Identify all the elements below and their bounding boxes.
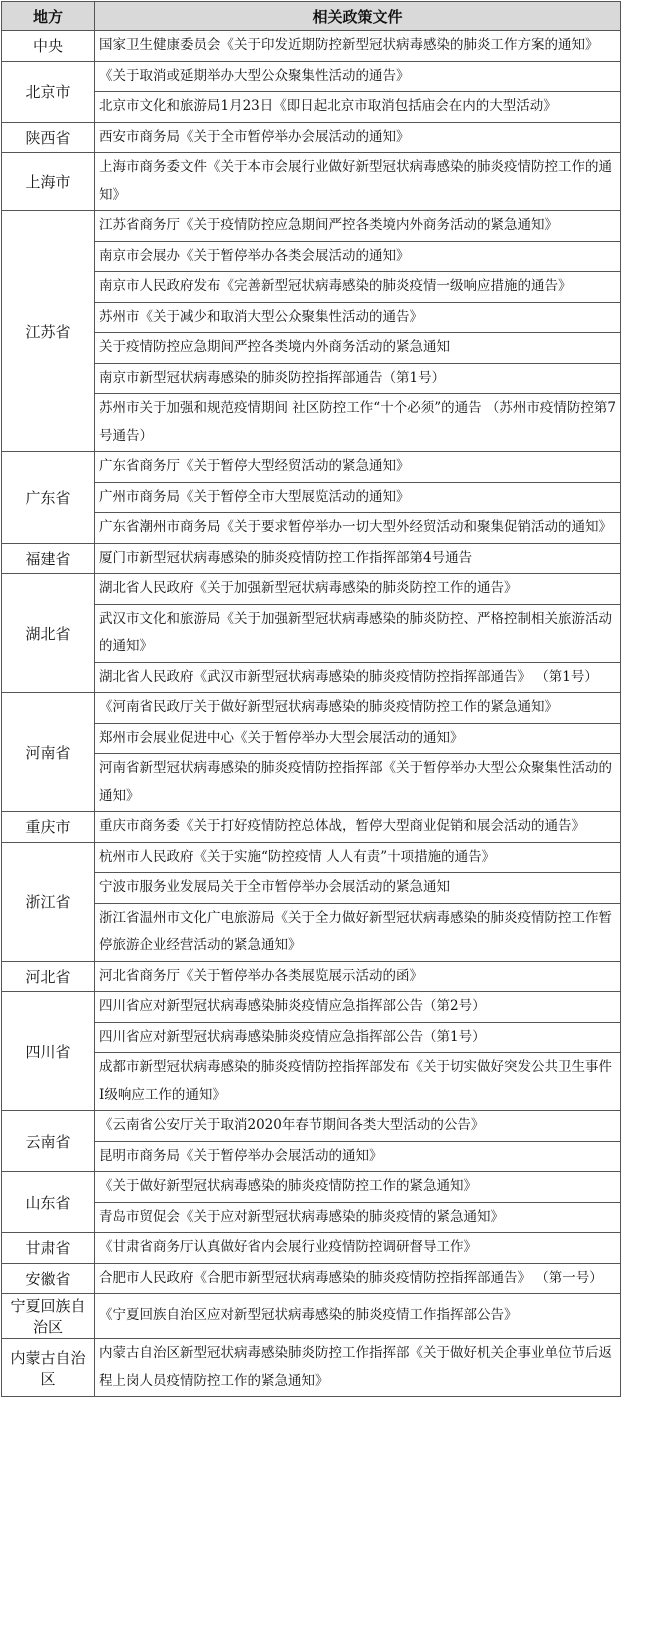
table-header-row: [2, 2, 621, 31]
policy-document-cell: 南京市人民政府发布《完善新型冠状病毒感染的肺炎疫情一级响应措施的通告》: [95, 272, 621, 303]
table-row: [2, 482, 621, 513]
policy-document-cell: 关于疫情防控应急期间严控各类境内外商务活动的紧急通知: [95, 333, 621, 364]
table-row: [2, 394, 621, 452]
policy-document-cell: 北京市文化和旅游局1月23日《即日起北京市取消包括庙会在内的大型活动》: [95, 92, 621, 123]
policy-document-cell: 广东省商务厅《关于暂停大型经贸活动的紧急通知》: [95, 452, 621, 483]
table-row: [2, 754, 621, 812]
region-cell: 北京市: [2, 61, 95, 122]
region-cell: 河北省: [2, 961, 95, 992]
policy-document-cell: 郑州市会展业促进中心《关于暂停举办大型会展活动的通知》: [95, 723, 621, 754]
table-body: [2, 31, 621, 1397]
header-region: 地方: [2, 2, 95, 31]
table-row: [2, 333, 621, 364]
policy-document-cell: 四川省应对新型冠状病毒感染肺炎疫情应急指挥部公告（第1号）: [95, 1022, 621, 1053]
region-cell: 福建省: [2, 543, 95, 574]
policy-document-cell: 苏州市《关于减少和取消大型公众聚集性活动的通告》: [95, 302, 621, 333]
region-cell: 安徽省: [2, 1263, 95, 1294]
region-cell: 广东省: [2, 452, 95, 544]
policy-document-cell: 厦门市新型冠状病毒感染的肺炎疫情防控工作指挥部第4号通告: [95, 543, 621, 574]
table-row: [2, 31, 621, 62]
policy-documents-table: [1, 1, 621, 1397]
policy-document-cell: 宁波市服务业发展局关于全市暂停举办会展活动的紧急通知: [95, 873, 621, 904]
table-row: [2, 211, 621, 242]
policy-document-cell: 《云南省公安厅关于取消2020年春节期间各类大型活动的公告》: [95, 1111, 621, 1142]
region-cell: 河南省: [2, 693, 95, 812]
policy-document-cell: 《关于取消或延期举办大型公众聚集性活动的通告》: [95, 61, 621, 92]
table-row: [2, 992, 621, 1023]
policy-document-cell: 国家卫生健康委员会《关于印发近期防控新型冠状病毒感染的肺炎工作方案的通知》: [95, 31, 621, 62]
policy-document-cell: 成都市新型冠状病毒感染的肺炎疫情防控指挥部发布《关于切实做好突发公共卫生事件Ⅰ级响应工作的通知》: [95, 1053, 621, 1111]
table-row: [2, 1172, 621, 1203]
table-row: [2, 693, 621, 724]
policy-document-cell: 合肥市人民政府《合肥市新型冠状病毒感染的肺炎疫情防控指挥部通告》 （第一号）: [95, 1263, 621, 1294]
table-row: [2, 363, 621, 394]
policy-document-cell: 重庆市商务委《关于打好疫情防控总体战，暂停大型商业促销和展会活动的通告》: [95, 812, 621, 843]
table-row: [2, 903, 621, 961]
policy-document-cell: 青岛市贸促会《关于应对新型冠状病毒感染的肺炎疫情的紧急通知》: [95, 1202, 621, 1233]
region-cell: 浙江省: [2, 842, 95, 961]
policy-document-cell: 上海市商务委文件《关于本市会展行业做好新型冠状病毒感染的肺炎疫情防控工作的通知》: [95, 153, 621, 211]
table-row: [2, 842, 621, 873]
table-row: [2, 122, 621, 153]
region-cell: 陕西省: [2, 122, 95, 153]
table-row: [2, 1202, 621, 1233]
policy-document-cell: 河南省新型冠状病毒感染的肺炎疫情防控指挥部《关于暂停举办大型公众聚集性活动的通知》: [95, 754, 621, 812]
table-row: [2, 153, 621, 211]
policy-document-cell: 《宁夏回族自治区应对新型冠状病毒感染的肺炎疫情工作指挥部公告》: [95, 1294, 621, 1339]
policy-document-cell: 广州市商务局《关于暂停全市大型展览活动的通知》: [95, 482, 621, 513]
policy-document-cell: 浙江省温州市文化广电旅游局《关于全力做好新型冠状病毒感染的肺炎疫情防控工作暂停旅游企业经营活动的紧急通知》: [95, 903, 621, 961]
header-documents: 相关政策文件: [95, 2, 621, 31]
table-row: [2, 873, 621, 904]
table-row: [2, 1022, 621, 1053]
table-row: [2, 1339, 621, 1397]
table-row: [2, 662, 621, 693]
table-row: [2, 241, 621, 272]
policy-document-cell: 《甘肃省商务厅认真做好省内会展行业疫情防控调研督导工作》: [95, 1233, 621, 1264]
policy-document-cell: 内蒙古自治区新型冠状病毒感染肺炎防控工作指挥部《关于做好机关企事业单位节后返程上岗人员疫情防控工作的紧急通知》: [95, 1339, 621, 1397]
table-row: [2, 513, 621, 544]
table-row: [2, 574, 621, 605]
region-cell: 山东省: [2, 1172, 95, 1233]
table-row: [2, 272, 621, 303]
region-cell: 内蒙古自治区: [2, 1339, 95, 1397]
policy-document-cell: 江苏省商务厅《关于疫情防控应急期间严控各类境内外商务活动的紧急通知》: [95, 211, 621, 242]
region-cell: 宁夏回族自治区: [2, 1294, 95, 1339]
table-row: [2, 1111, 621, 1142]
region-cell: 云南省: [2, 1111, 95, 1172]
region-cell: 重庆市: [2, 812, 95, 843]
policy-document-cell: 广东省潮州市商务局《关于要求暂停举办一切大型外经贸活动和聚集促销活动的通知》: [95, 513, 621, 544]
table-row: [2, 1294, 621, 1339]
policy-document-cell: 南京市新型冠状病毒感染的肺炎防控指挥部通告（第1号）: [95, 363, 621, 394]
table-row: [2, 1141, 621, 1172]
policy-document-cell: 苏州市关于加强和规范疫情期间 社区防控工作“十个必须”的通告 （苏州市疫情防控第7号通告）: [95, 394, 621, 452]
region-cell: 江苏省: [2, 211, 95, 452]
table-row: [2, 92, 621, 123]
table-row: [2, 1233, 621, 1264]
region-cell: 湖北省: [2, 574, 95, 693]
region-cell: 中央: [2, 31, 95, 62]
policy-document-cell: 武汉市文化和旅游局《关于加强新型冠状病毒感染的肺炎防控、严格控制相关旅游活动的通知》: [95, 604, 621, 662]
policy-document-cell: 《河南省民政厅关于做好新型冠状病毒感染的肺炎疫情防控工作的紧急通知》: [95, 693, 621, 724]
table-row: [2, 543, 621, 574]
table-row: [2, 961, 621, 992]
policy-document-cell: 昆明市商务局《关于暂停举办会展活动的通知》: [95, 1141, 621, 1172]
policy-document-cell: 南京市会展办《关于暂停举办各类会展活动的通知》: [95, 241, 621, 272]
policy-document-cell: 四川省应对新型冠状病毒感染肺炎疫情应急指挥部公告（第2号）: [95, 992, 621, 1023]
table-row: [2, 812, 621, 843]
policy-document-cell: 杭州市人民政府《关于实施“防控疫情 人人有责”十项措施的通告》: [95, 842, 621, 873]
table-row: [2, 452, 621, 483]
policy-document-cell: 湖北省人民政府《武汉市新型冠状病毒感染的肺炎疫情防控指挥部通告》 （第1号）: [95, 662, 621, 693]
region-cell: 上海市: [2, 153, 95, 211]
policy-document-cell: 河北省商务厅《关于暂停举办各类展览展示活动的函》: [95, 961, 621, 992]
region-cell: 甘肃省: [2, 1233, 95, 1264]
policy-document-cell: 《关于做好新型冠状病毒感染的肺炎疫情防控工作的紧急通知》: [95, 1172, 621, 1203]
policy-document-cell: 湖北省人民政府《关于加强新型冠状病毒感染的肺炎防控工作的通告》: [95, 574, 621, 605]
table-row: [2, 61, 621, 92]
table-row: [2, 1263, 621, 1294]
policy-document-cell: 西安市商务局《关于全市暂停举办会展活动的通知》: [95, 122, 621, 153]
table-row: [2, 302, 621, 333]
table-row: [2, 723, 621, 754]
table-row: [2, 604, 621, 662]
table-row: [2, 1053, 621, 1111]
region-cell: 四川省: [2, 992, 95, 1111]
